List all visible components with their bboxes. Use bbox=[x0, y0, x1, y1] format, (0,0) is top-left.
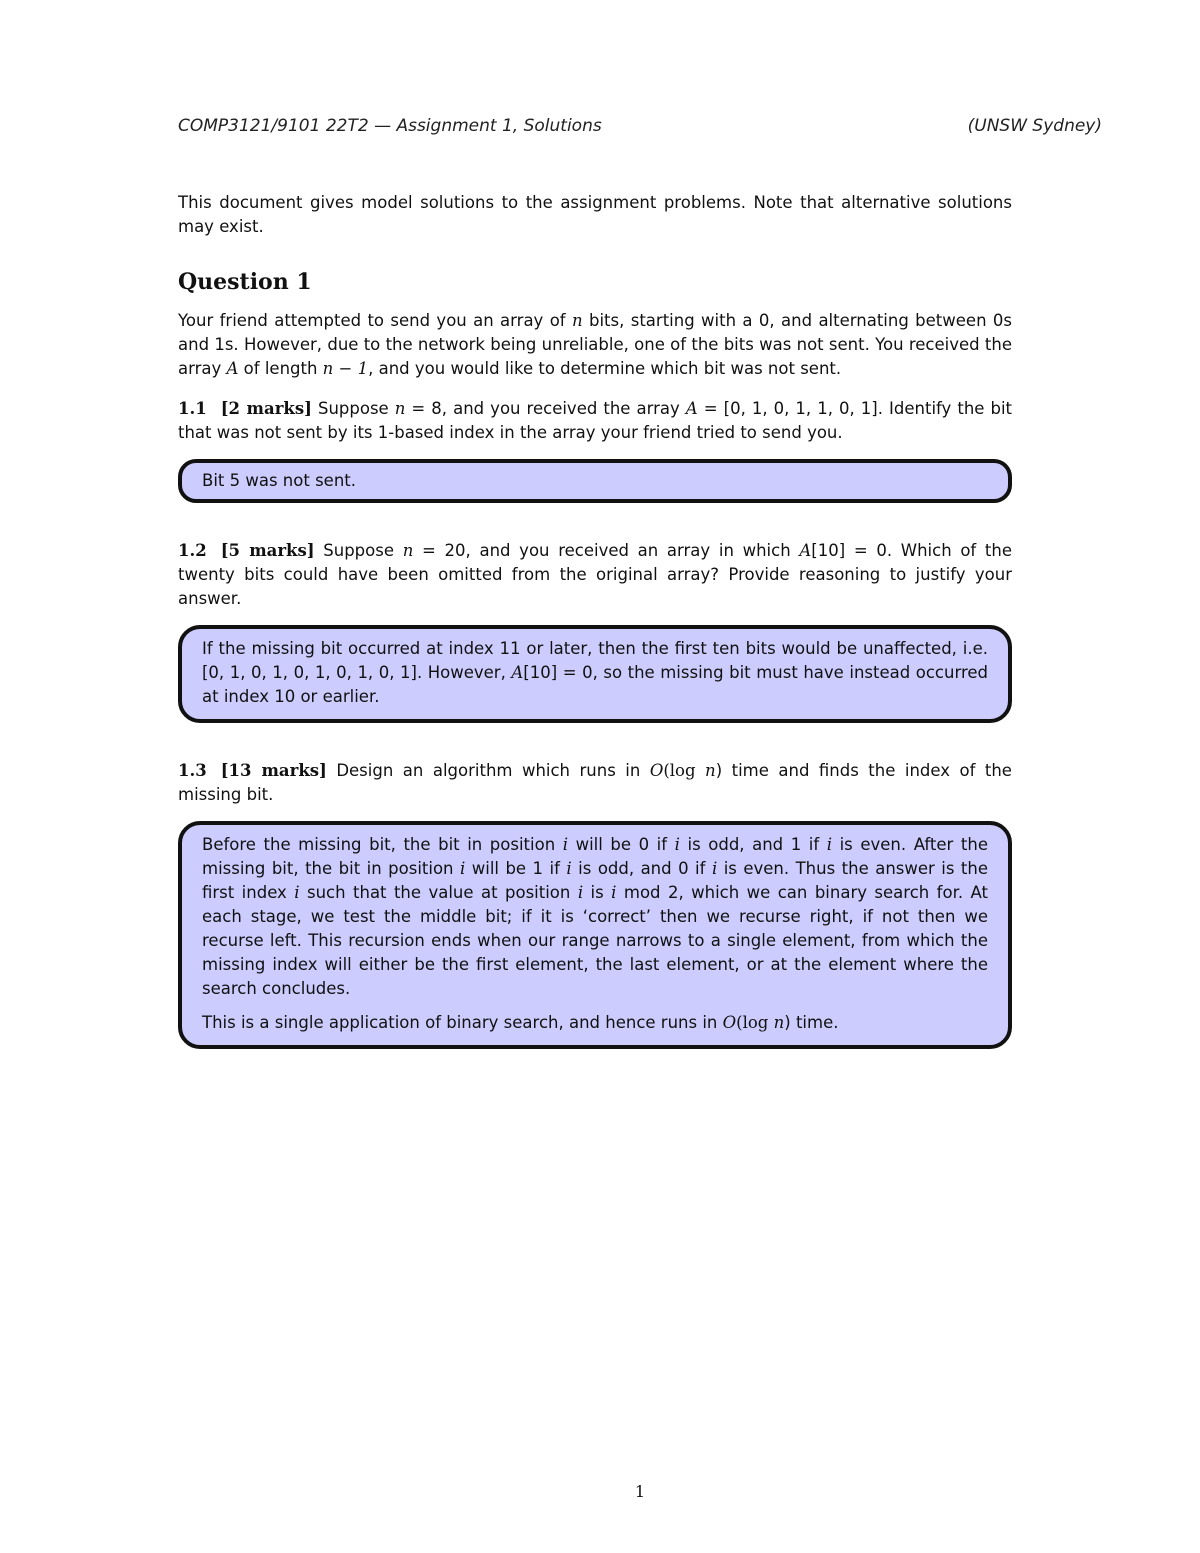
math-n: n bbox=[705, 761, 716, 780]
solution-text-part: will be 0 if bbox=[568, 835, 675, 854]
math-n: n bbox=[402, 541, 414, 560]
intro-paragraph: This document gives model solutions to the assignment problems. Note that alternative solutions may exist. bbox=[178, 193, 1012, 236]
math-i: i bbox=[674, 835, 680, 854]
subquestion-marks: [13 marks] bbox=[220, 761, 327, 780]
math-log: (log bbox=[736, 1013, 774, 1032]
math-n: n bbox=[773, 1013, 785, 1032]
solution-text bbox=[202, 637, 988, 709]
subquestion-text: [10] = 0. Which of the twenty bits could have been omitted from the original array? Provide reasoning to justify your answer. bbox=[178, 541, 1013, 608]
solution-box-1-1 bbox=[178, 459, 1012, 503]
math-A: A bbox=[799, 541, 812, 560]
math-i: i bbox=[826, 835, 833, 854]
header-institution: (UNSW Sydney) bbox=[967, 116, 1102, 136]
math-O: O bbox=[722, 1013, 737, 1032]
subquestion-number: 1.2 bbox=[178, 541, 207, 560]
solution-text-part: Before the missing bit, the bit in position bbox=[202, 835, 563, 854]
subquestion-text: Suppose bbox=[311, 399, 395, 418]
solution-text: Bit 5 was not sent. bbox=[202, 471, 356, 490]
math-i: i bbox=[562, 835, 569, 854]
solution-text-part: will be 1 if bbox=[465, 859, 567, 878]
page-content bbox=[178, 191, 1012, 1049]
math-n: n bbox=[571, 311, 583, 330]
math-i: i bbox=[294, 883, 300, 902]
page-number: 1 bbox=[634, 1482, 646, 1501]
subquestion-text: = [0, 1, 0, 1, 1, 0, 1]. Identify the bit that was not sent by its 1-based index in the array your friend tried to send you. bbox=[178, 399, 1013, 442]
math-i: i bbox=[459, 859, 466, 878]
solution-text-part: is bbox=[583, 883, 612, 902]
solution-box-1-2 bbox=[178, 625, 1012, 723]
solution-paragraph-1 bbox=[202, 833, 988, 1001]
subquestion-text: Suppose bbox=[314, 541, 403, 560]
solution-text-part: is even. Thus the answer is the first index bbox=[202, 859, 989, 902]
math-n: n bbox=[394, 399, 406, 418]
question-1-title: Question 1 bbox=[178, 269, 312, 295]
subquestion-text: = 8, and you received the array bbox=[405, 399, 686, 418]
subquestion-text: = 20, and you received an array in which bbox=[413, 541, 800, 560]
subquestion-number: 1.1 bbox=[178, 399, 207, 418]
stem-text: bits, starting with a 0, and alternating between 0s and 1s. However, due to the network being unreliable, one of the bits was not sent. You received the array bbox=[178, 311, 1013, 378]
solution-text-part: is odd, and 1 if bbox=[679, 835, 827, 854]
math-log: (log bbox=[663, 761, 706, 780]
math-A: A bbox=[226, 359, 239, 378]
header-course-title: COMP3121/9101 22T2 — Assignment 1, Solutions bbox=[178, 116, 602, 136]
solution-text-part: [10] = 0, so the missing bit must have instead occurred at index 10 or earlier. bbox=[202, 663, 988, 706]
math-i: i bbox=[577, 883, 584, 902]
stem-text: of length bbox=[238, 359, 323, 378]
stem-text: Your friend attempted to send you an array of bbox=[178, 311, 572, 330]
subquestion-marks: [5 marks] bbox=[220, 541, 315, 560]
math-n-minus-1: n − 1 bbox=[322, 359, 369, 378]
subquestion-text: Design an algorithm which runs in bbox=[326, 761, 650, 780]
math-i: i bbox=[611, 883, 617, 902]
math-A: A bbox=[685, 399, 698, 418]
subquestion-1-1 bbox=[178, 397, 1012, 445]
subquestion-1-3 bbox=[178, 759, 1012, 807]
math-i: i bbox=[711, 859, 718, 878]
solution-text-part: mod 2, which we can binary search for. At each stage, we test the middle bit; if it is ‘correct’ then we recurse right, if not then we recurse left. This recursion ends when our range narrows to a single element, from which the missing index will either be the first element, the last element, or at the element where the search concludes. bbox=[202, 883, 989, 998]
solution-text-part: such that the value at position bbox=[299, 883, 578, 902]
subquestion-marks: [2 marks] bbox=[220, 399, 312, 418]
subquestion-text: ) time and finds the index of the missing bit. bbox=[178, 761, 1012, 804]
question-1-stem bbox=[178, 309, 1012, 381]
math-O: O bbox=[649, 761, 664, 780]
solution-paragraph-2 bbox=[202, 1011, 988, 1035]
stem-text: , and you would like to determine which bit was not sent. bbox=[368, 359, 842, 378]
solution-text-part: If the missing bit occurred at index 11 or later, then the first ten bits would be unaffected, i.e. [0, 1, 0, 1, 0, 1, 0, 1, 0, 1]. However, bbox=[202, 639, 988, 682]
subquestion-number: 1.3 bbox=[178, 761, 207, 780]
solution-box-1-3 bbox=[178, 821, 1012, 1049]
solution-text-part: ) time. bbox=[784, 1013, 839, 1032]
solution-text-part: is odd, and 0 if bbox=[571, 859, 712, 878]
solution-text-part: This is a single application of binary search, and hence runs in bbox=[202, 1013, 723, 1032]
subquestion-1-2 bbox=[178, 539, 1012, 611]
math-i: i bbox=[566, 859, 572, 878]
solution-text-part: is even. After the missing bit, the bit in position bbox=[202, 835, 988, 878]
math-A: A bbox=[511, 663, 524, 682]
